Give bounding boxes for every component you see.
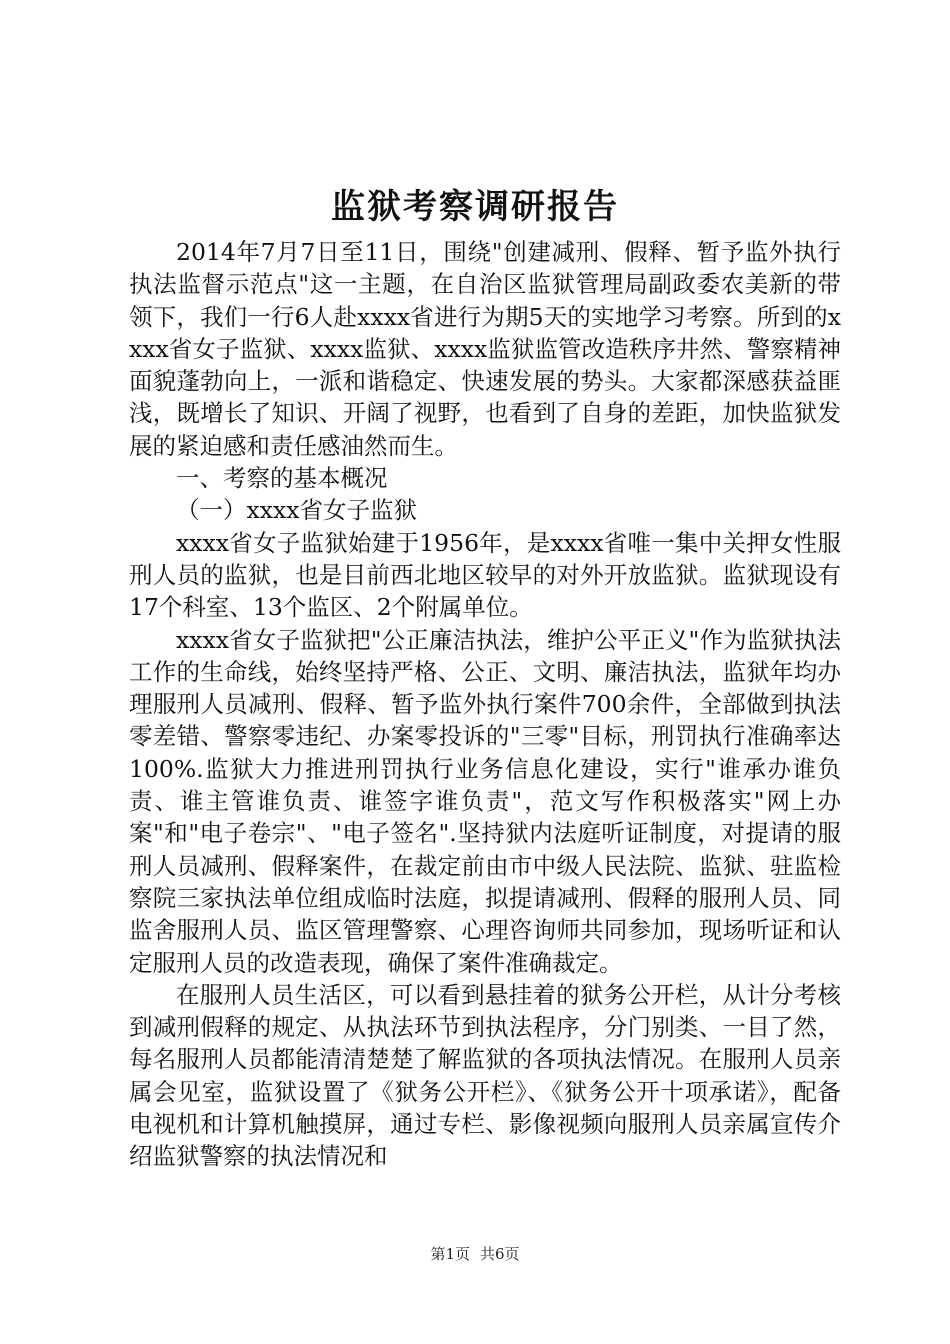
- body-paragraph: 在服刑人员生活区，可以看到悬挂着的狱务公开栏，从计分考核到减刑假释的规定、从执法环节到执法程序，分门别类、一目了然，每名服刑人员都能清清楚楚了解监狱的各项执法情况。在服刑人员亲属会见室，监狱设置了《狱务公开栏》、《狱务公开十项承诺》，配备电视机和计算机触摸屏，通过专栏、影像视频向服刑人员亲属宣传介绍监狱警察的执法情况和: [129, 980, 841, 1171]
- intro-paragraph: 2014年7月7日至11日，围绕"创建减刑、假释、暂予监外执行执法监督示范点"这一主题，在自治区监狱管理局副政委农美新的带领下，我们一行6人赴xxxx省进行为期5天的实地学习考察。所到的xxxx省女子监狱、xxxx监狱、xxxx监狱监管改造秩序井然、警察精神面貌蓬勃向上，一派和谐稳定、快速发展的势头。大家都深感获益匪浅，既增长了知识、开阔了视野，也看到了自身的差距，加快监狱发展的紧迫感和责任感油然而生。: [129, 238, 841, 460]
- subsection-heading: （一）xxxx省女子监狱: [176, 496, 418, 525]
- document-title: 监狱考察调研报告: [331, 187, 619, 227]
- page-footer: [0, 1244, 950, 1264]
- body-paragraph: xxxx省女子监狱始建于1956年，是xxxx省唯一集中关押女性服刑人员的监狱，也是目前西北地区较早的对外开放监狱。监狱现设有17个科室、13个监区、2个附属单位。: [129, 528, 841, 622]
- section-heading: 一、考察的基本概况: [176, 464, 388, 493]
- page-number: 第1页: [430, 1245, 470, 1263]
- document-body: [129, 236, 841, 1173]
- page-total: 共6页: [480, 1245, 520, 1263]
- body-paragraph: xxxx省女子监狱把"公正廉洁执法，维护公平正义"作为监狱执法工作的生命线，始终坚持严格、公正、文明、廉洁执法，监狱年均办理服刑人员减刑、假释、暂予监外执行案件700余件，全部做到执法零差错、警察零违纪、办案零投诉的"三零"目标，刑罚执行准确率达100%.监狱大力推进刑罚执行业务信息化建设，实行"谁承办谁负责、谁主管谁负责、谁签字谁负责"，范文写作积极落实"网上办案"和"电子卷宗"、"电子签名".坚持狱内法庭听证制度，对提请的服刑人员减刑、假释案件，在裁定前由市中级人民法院、监狱、驻监检察院三家执法单位组成临时法庭，拟提请减刑、假释的服刑人员、同监舍服刑人员、监区管理警察、心理咨询师共同参加，现场听证和认定服刑人员的改造表现，确保了案件准确裁定。: [129, 625, 841, 977]
